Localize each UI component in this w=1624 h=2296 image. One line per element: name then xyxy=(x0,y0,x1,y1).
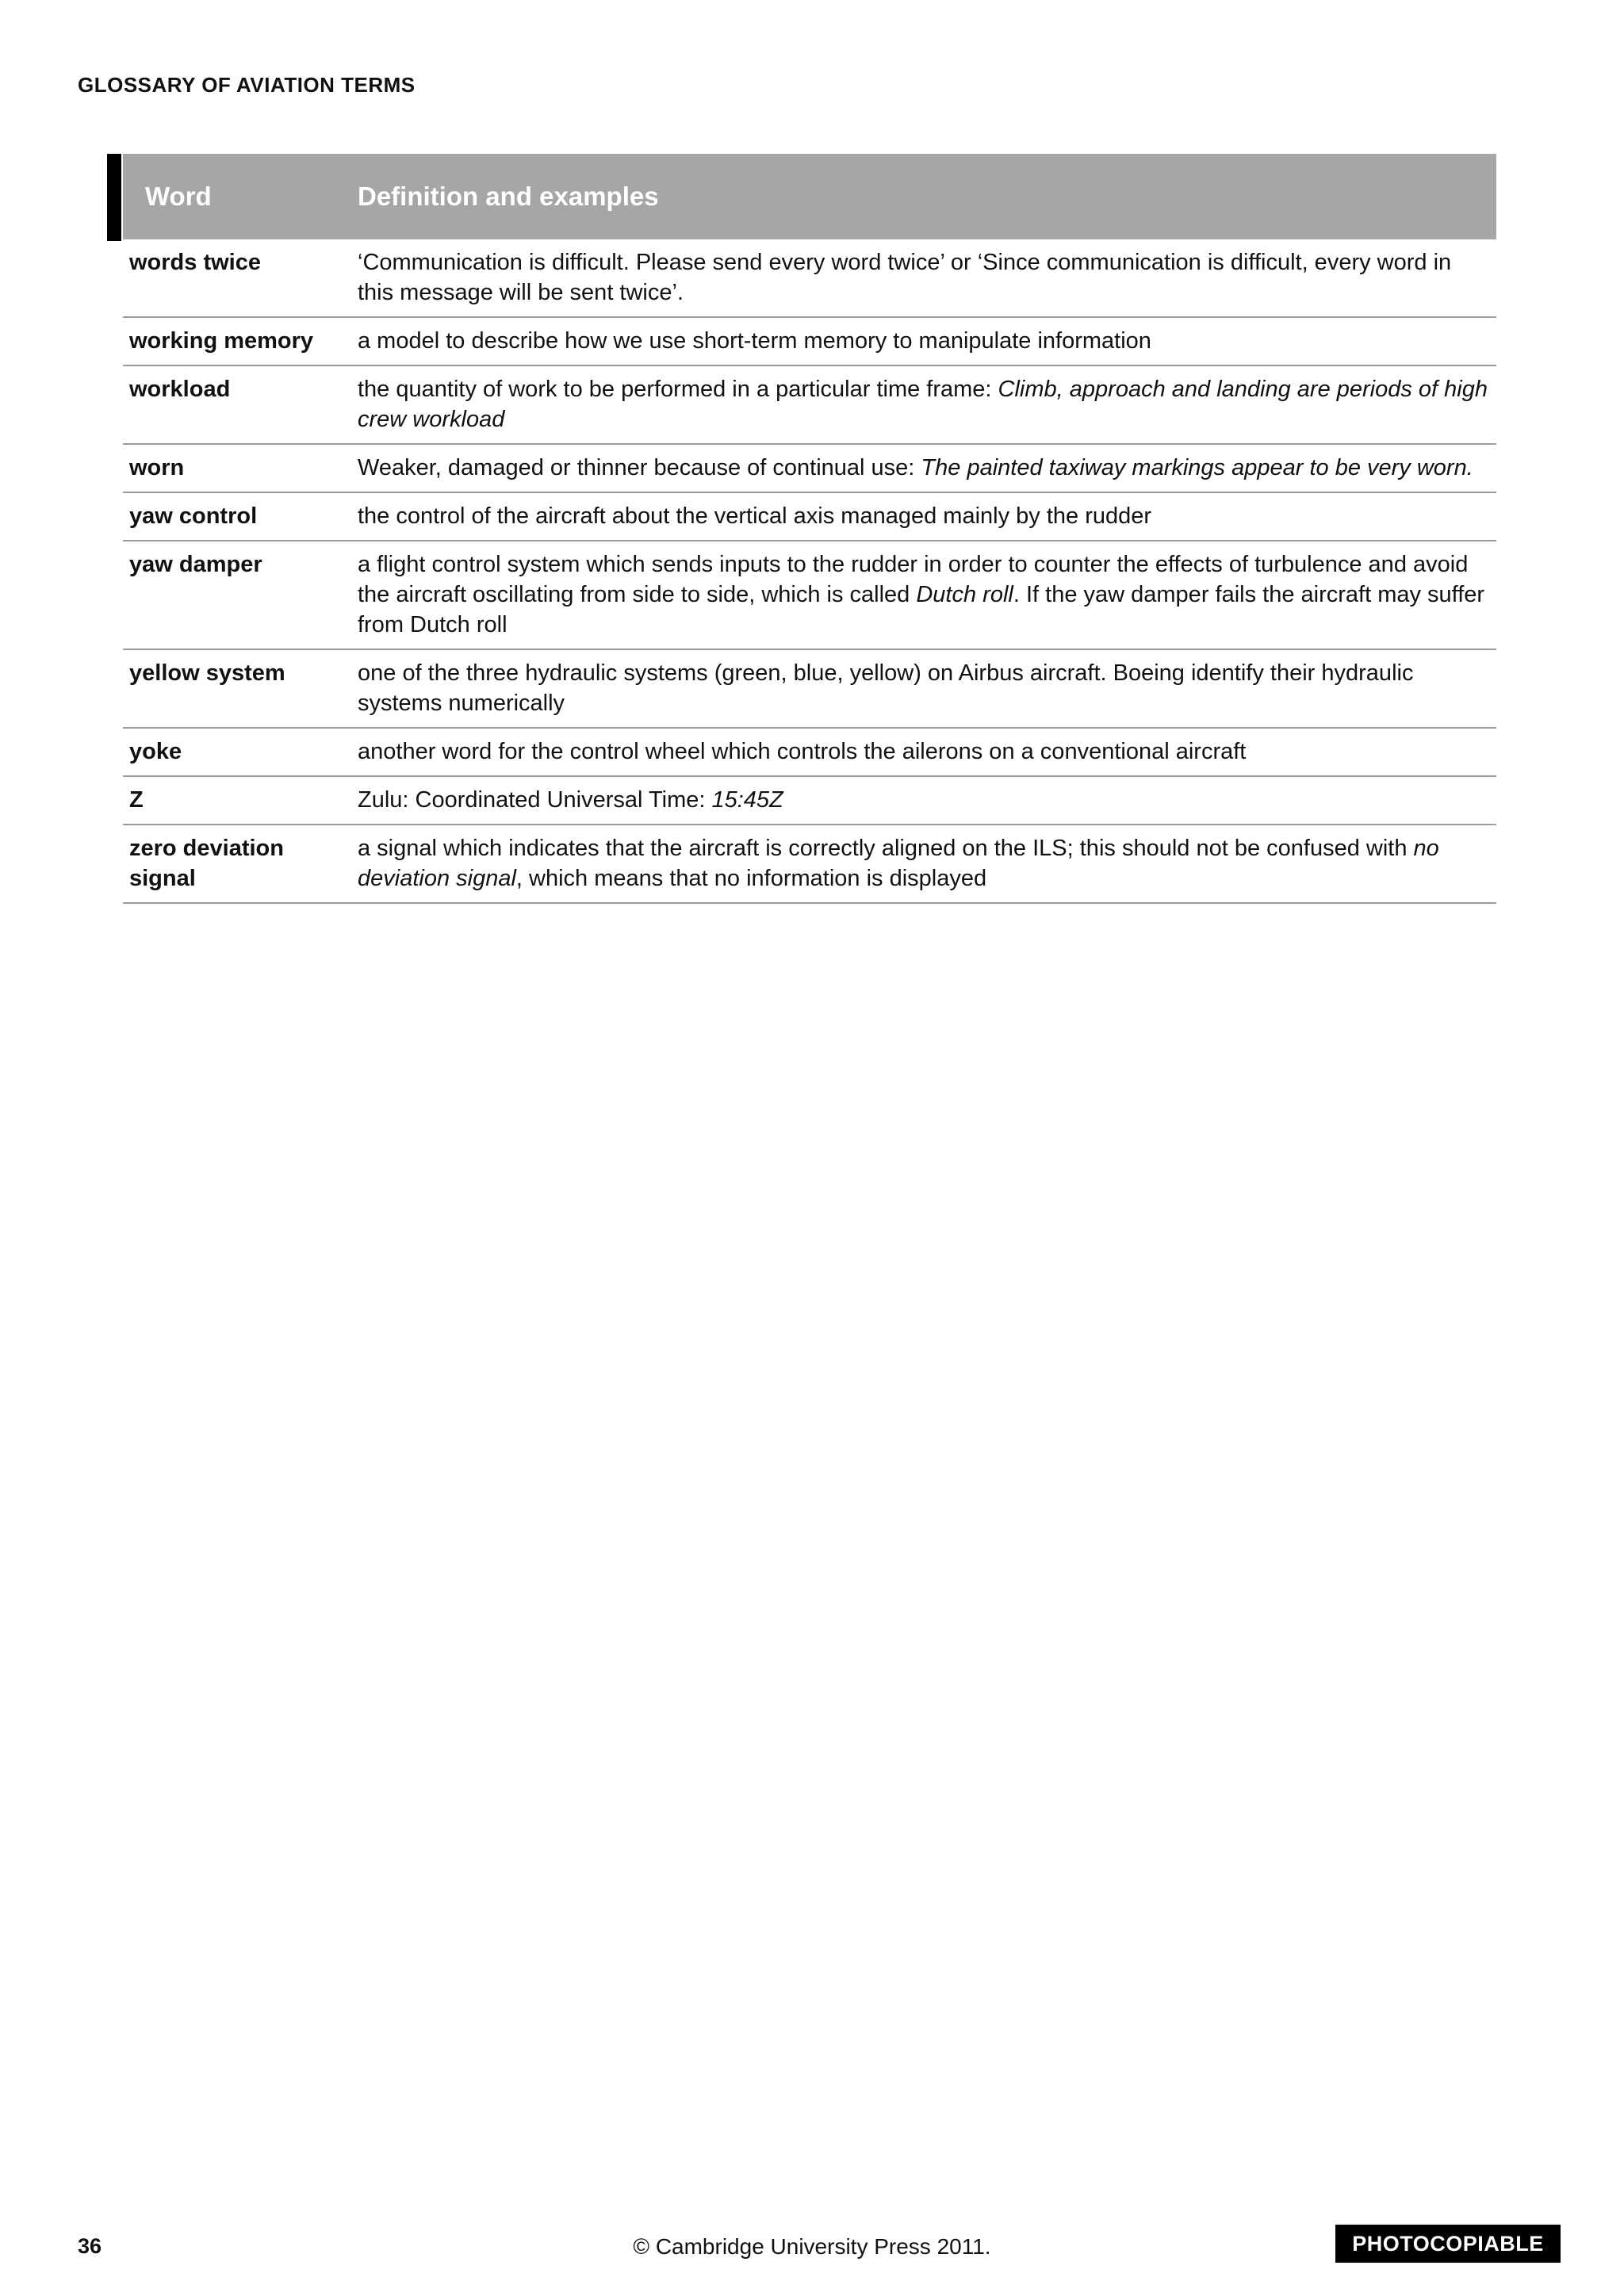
glossary-term: worn xyxy=(123,444,358,492)
glossary-table-body xyxy=(123,239,1496,903)
glossary-definition xyxy=(358,239,1496,317)
glossary-term: workload xyxy=(123,365,358,444)
photocopiable-badge: PHOTOCOPIABLE xyxy=(1335,2225,1561,2263)
definition-text: another word for the control wheel which controls the ailerons on a conventional aircraft xyxy=(358,739,1247,764)
column-header-word: Word xyxy=(123,154,358,239)
glossary-term: working memory xyxy=(123,317,358,365)
table-row xyxy=(123,649,1496,728)
table-row xyxy=(123,317,1496,365)
glossary-term: yaw control xyxy=(123,492,358,541)
definition-example: The painted taxiway markings appear to be very worn. xyxy=(921,455,1473,480)
definition-example: no deviation signal xyxy=(358,836,1439,891)
glossary-term: yaw damper xyxy=(123,541,358,649)
table-row xyxy=(123,825,1496,903)
page-number: 36 xyxy=(78,2234,102,2258)
table-row xyxy=(123,444,1496,492)
definition-example: Dutch roll xyxy=(916,582,1013,607)
page-title: GLOSSARY OF AVIATION TERMS xyxy=(78,73,416,97)
definition-text: the quantity of work to be performed in a particular time frame: xyxy=(358,377,998,402)
definition-text: Zulu: Coordinated Universal Time: xyxy=(358,787,712,813)
table-row xyxy=(123,492,1496,541)
definition-example: 15:45Z xyxy=(711,787,783,813)
definition-text: ‘Communication is difficult. Please send every word twice’ or ‘Since communication is difficult, every word in this message will be sent twice’. xyxy=(358,250,1452,305)
glossary-definition xyxy=(358,649,1496,728)
definition-text: , which means that no information is displayed xyxy=(515,866,987,891)
glossary-term: Z xyxy=(123,776,358,825)
glossary-definition xyxy=(358,825,1496,903)
definition-example: Climb, approach and landing are periods of high crew workload xyxy=(358,377,1488,432)
table-accent-bar xyxy=(107,154,121,241)
definition-text: the control of the aircraft about the vertical axis managed mainly by the rudder xyxy=(358,503,1152,529)
glossary-term: yellow system xyxy=(123,649,358,728)
definition-text: . If the yaw damper fails the aircraft may suffer from Dutch roll xyxy=(358,582,1485,637)
definition-text: one of the three hydraulic systems (green, blue, yellow) on Airbus aircraft. Boeing identify their hydraulic systems numerically xyxy=(358,660,1414,716)
glossary-definition xyxy=(358,492,1496,541)
table-row xyxy=(123,239,1496,317)
glossary-table xyxy=(123,154,1496,904)
glossary-definition xyxy=(358,776,1496,825)
glossary-definition xyxy=(358,317,1496,365)
glossary-term: yoke xyxy=(123,728,358,776)
definition-text: a flight control system which sends inputs to the rudder in order to counter the effects of turbulence and avoid the aircraft oscillating from side to side, which is called xyxy=(358,552,1469,607)
copyright-notice: © Cambridge University Press 2011. xyxy=(633,2234,991,2259)
definition-text: a signal which indicates that the aircraft is correctly aligned on the ILS; this should not be confused with xyxy=(358,836,1414,861)
table-row xyxy=(123,776,1496,825)
glossary-term: zero deviation signal xyxy=(123,825,358,903)
table-row xyxy=(123,365,1496,444)
table-row xyxy=(123,541,1496,649)
glossary-definition xyxy=(358,728,1496,776)
definition-text: a model to describe how we use short-term memory to manipulate information xyxy=(358,328,1151,354)
column-header-definition: Definition and examples xyxy=(358,154,1496,239)
definition-text: Weaker, damaged or thinner because of continual use: xyxy=(358,455,921,480)
table-header-row xyxy=(123,154,1496,239)
glossary-definition xyxy=(358,541,1496,649)
glossary-definition xyxy=(358,365,1496,444)
glossary-term: words twice xyxy=(123,239,358,317)
glossary-definition xyxy=(358,444,1496,492)
table-row xyxy=(123,728,1496,776)
